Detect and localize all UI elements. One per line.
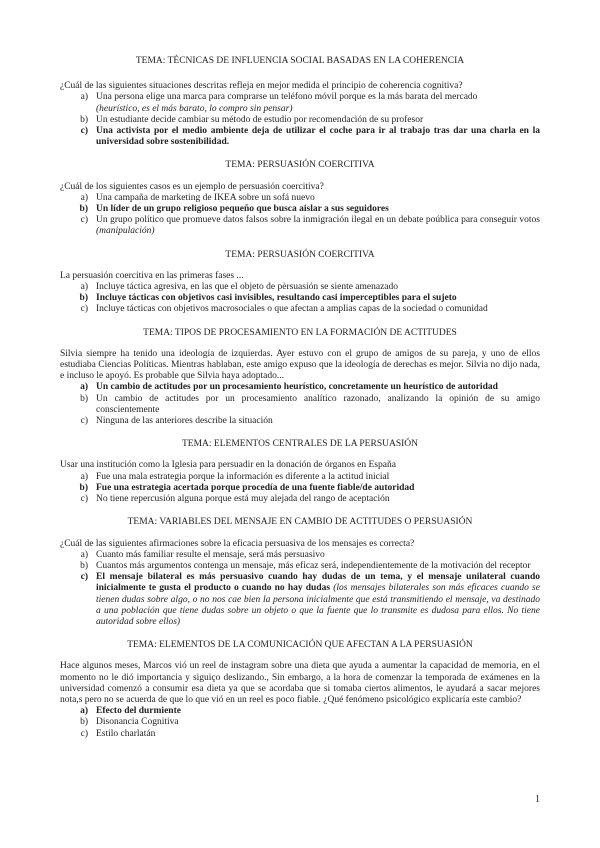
option-letter: c)	[80, 494, 88, 505]
option-letter: a)	[80, 549, 88, 560]
topic-heading: TEMA: ELEMENTOS CENTRALES DE LA PERSUASIÓN	[181, 439, 418, 450]
options-list	[60, 706, 540, 740]
option-letter: c)	[80, 728, 88, 739]
option-text: Incluye tácticas con objetivos casi invisibles, resultando casi imperceptibles para el sujeto	[96, 293, 457, 304]
option-letter: c)	[80, 126, 88, 137]
option-text: Efecto del durmiente	[96, 706, 181, 717]
option	[60, 115, 540, 126]
question-block	[60, 160, 540, 237]
option-text: Disonancia Cognitiva	[96, 717, 179, 728]
option	[60, 717, 540, 728]
option-text: Un cambio de actitudes por un procesamiento analítico razonado, analizando la opinión de su amigo conscientemente	[96, 393, 540, 415]
option-letter: b)	[79, 204, 88, 215]
question-block	[60, 640, 540, 740]
option-text: Ninguna de las anteriores describe la situación	[96, 416, 273, 427]
topic-heading: TEMA: TIPOS DE PROCESAMIENTO EN LA FORMACIÓN DE ACTITUDES	[143, 327, 457, 338]
option-text: Fue una mala estrategia porque la información es diferente a la actitud inicial	[96, 471, 390, 482]
option-correct	[60, 483, 540, 494]
options-list	[60, 550, 540, 628]
option	[60, 92, 540, 114]
topic-heading: TEMA: TÉCNICAS DE INFLUENCIA SOCIAL BASADAS EN LA COHERENCIA	[135, 56, 465, 66]
option-letter: a)	[80, 471, 88, 482]
option-text: Fue una estrategia acertada porque procedía de una fuente fiable/de autoridad	[96, 482, 415, 493]
question-text: Silvia siempre ha tenido una ideología de izquierdas. Ayer estuvo con el grupo de amigos de su pareja, y uno de ellos estudiaba Ciencias Políticas. Mientras hablaban, este amigo expuso que la ideología de derechas es mejor. Silvia no dijo nada, e incluso le apoyó. Es probable que Silvia haya adoptado...	[60, 348, 540, 382]
option-correct	[60, 204, 540, 215]
option-text: Un líder de un grupo religioso pequeño que busca aislar a sus seguidores	[96, 204, 389, 215]
option-note: (manipulación)	[96, 226, 155, 237]
option-text: No tiene repercusión alguna porque está muy alejada del rango de aceptación	[96, 494, 390, 505]
option	[60, 494, 540, 505]
option	[60, 193, 540, 204]
option-text: Un estudiante decide cambiar su método de estudio por recomendación de su profesor	[96, 114, 424, 125]
question-block	[60, 517, 540, 628]
option-text: Un cambio de actitudes por un procesamiento heurístico, concretamente un heurístico de autoridad	[96, 382, 498, 393]
question-text: ¿Cuál de los siguientes casos es un ejemplo de persuasión coercitiva?	[60, 181, 324, 192]
option-letter: c)	[80, 572, 88, 583]
option-letter: c)	[80, 304, 88, 315]
option-text: Estilo charlatán	[96, 728, 156, 739]
topic-heading: TEMA: PERSUASIÓN COERCITIVA	[225, 160, 375, 171]
option-correct	[60, 293, 540, 304]
option	[60, 561, 540, 572]
option-letter: a)	[80, 706, 88, 717]
option-text: El mensaje bilateral es más persuasivo cuando hay dudas de un tema, y el mensaje unilateral cuando inicialmente te gusta el producto o cuando no hay dudas	[96, 572, 540, 594]
question-block	[60, 56, 540, 148]
option	[60, 282, 540, 293]
question-block	[60, 250, 540, 316]
question-text: La persuasión coercitiva en las primeras fases ...	[60, 270, 244, 281]
option-letter: b)	[79, 293, 88, 304]
options-list	[60, 282, 540, 316]
option	[60, 550, 540, 561]
option-correct	[60, 572, 540, 628]
topic-heading: TEMA: VARIABLES DEL MENSAJE EN CAMBIO DE ACTITUDES O PERSUASIÓN	[127, 517, 473, 528]
option-correct	[60, 382, 540, 393]
document-page	[60, 56, 540, 752]
option-text: Cuantos más argumentos contenga un mensaje, más eficaz será, independientemente de la motivación del receptor	[96, 560, 531, 571]
option-letter: a)	[80, 382, 88, 393]
question-block	[60, 439, 540, 505]
option	[60, 416, 540, 427]
topic-heading: TEMA: ELEMENTOS DE LA COMUNICACIÓN QUE AFECTAN A LA PERSUASIÓN	[127, 640, 473, 651]
option-letter: b)	[79, 482, 88, 493]
option	[60, 304, 540, 315]
page-number: 1	[535, 794, 540, 805]
option-text: Una campaña de marketing de IKEA sobre un sofá nuevo	[96, 192, 315, 203]
question-text: ¿Cuál de las siguientes afirmaciones sobre la eficacia persuasiva de los mensajes es correcta?	[60, 538, 415, 549]
option-letter: a)	[80, 282, 88, 293]
option-letter: c)	[80, 416, 88, 427]
option-text: Incluye tácticas con objetivos macrosociales o que afectan a amplias capas de la sociedad o comunidad	[96, 304, 488, 315]
option-note: (los mensajes bilaterales son más eficaces cuando se tienen dudas sobre algo, o no nos cae bien la persona inicialmente que está transmitiendo el mensaje, va destinado a una población que tiene dudas sobre un objeto o que la fuente que lo transmite es dudosa para ellos. No tiene autoridad sobre ellos)	[96, 583, 540, 627]
question-text: Usar una institución como la Iglesia para persuadir en la donación de órganos en España	[60, 460, 396, 471]
option-text: Cuanto más familiar resulte el mensaje, será más persuasivo	[96, 549, 325, 560]
option-correct	[60, 126, 540, 148]
option-letter: b)	[80, 114, 88, 125]
option-letter: a)	[80, 92, 88, 103]
question-text: ¿Cuál de las siguientes situaciones descritas refleja en mejor medida el principio de coherencia cognitiva?	[60, 81, 463, 92]
option-letter: a)	[80, 192, 88, 203]
options-list	[60, 382, 540, 427]
option	[60, 472, 540, 483]
option-text: Una persona elige una marca para comprarse un teléfono móvil porque es la más barata del mercado	[96, 92, 478, 103]
options-list	[60, 472, 540, 506]
option-text: Incluye táctica agresiva, en las que el objeto de pèrsuasión se siente amenazado	[96, 282, 399, 293]
option-letter: b)	[80, 393, 88, 404]
topic-heading: TEMA: PERSUASIÓN COERCITIVA	[225, 249, 375, 260]
option-note: (heurístico, es el más barato, lo compro sin pensar)	[96, 103, 293, 114]
option	[60, 215, 540, 237]
options-list	[60, 92, 540, 148]
option-text: Una activista por el medio ambiente deja de utilizar el coche para ir al trabajo tras dar una charla en la universidad sobre sostenibilidad.	[96, 126, 540, 148]
options-list	[60, 193, 540, 238]
option-letter: b)	[80, 717, 88, 728]
option	[60, 394, 540, 416]
option-letter: b)	[80, 560, 88, 571]
option-text: Un grupo político que promueve datos falsos sobre la inmigración ilegal en un debate poública para conseguir votos	[96, 215, 540, 226]
question-block	[60, 328, 540, 428]
question-text: Hace algunos meses, Marcos vió un reel de instagram sobre una dieta que ayuda a aumentar la capacidad de memoria, en el momento no le dió importancia y siguiço deslizando., Sin embargo, a la hora de comenzar la temporada de exámenes en la universidad comenzó a consumir esa dieta ya que se acordaba que si tomaba ciertos alimentos, le ayudará a sacar mejores nota,s pero no se acuerda de que lo que vió en un reel es poco fiable. ¿Qué fenómeno psicológico explicaría este cambio?	[60, 661, 540, 705]
option-letter: c)	[80, 215, 88, 226]
option-correct	[60, 706, 540, 717]
option	[60, 729, 540, 740]
